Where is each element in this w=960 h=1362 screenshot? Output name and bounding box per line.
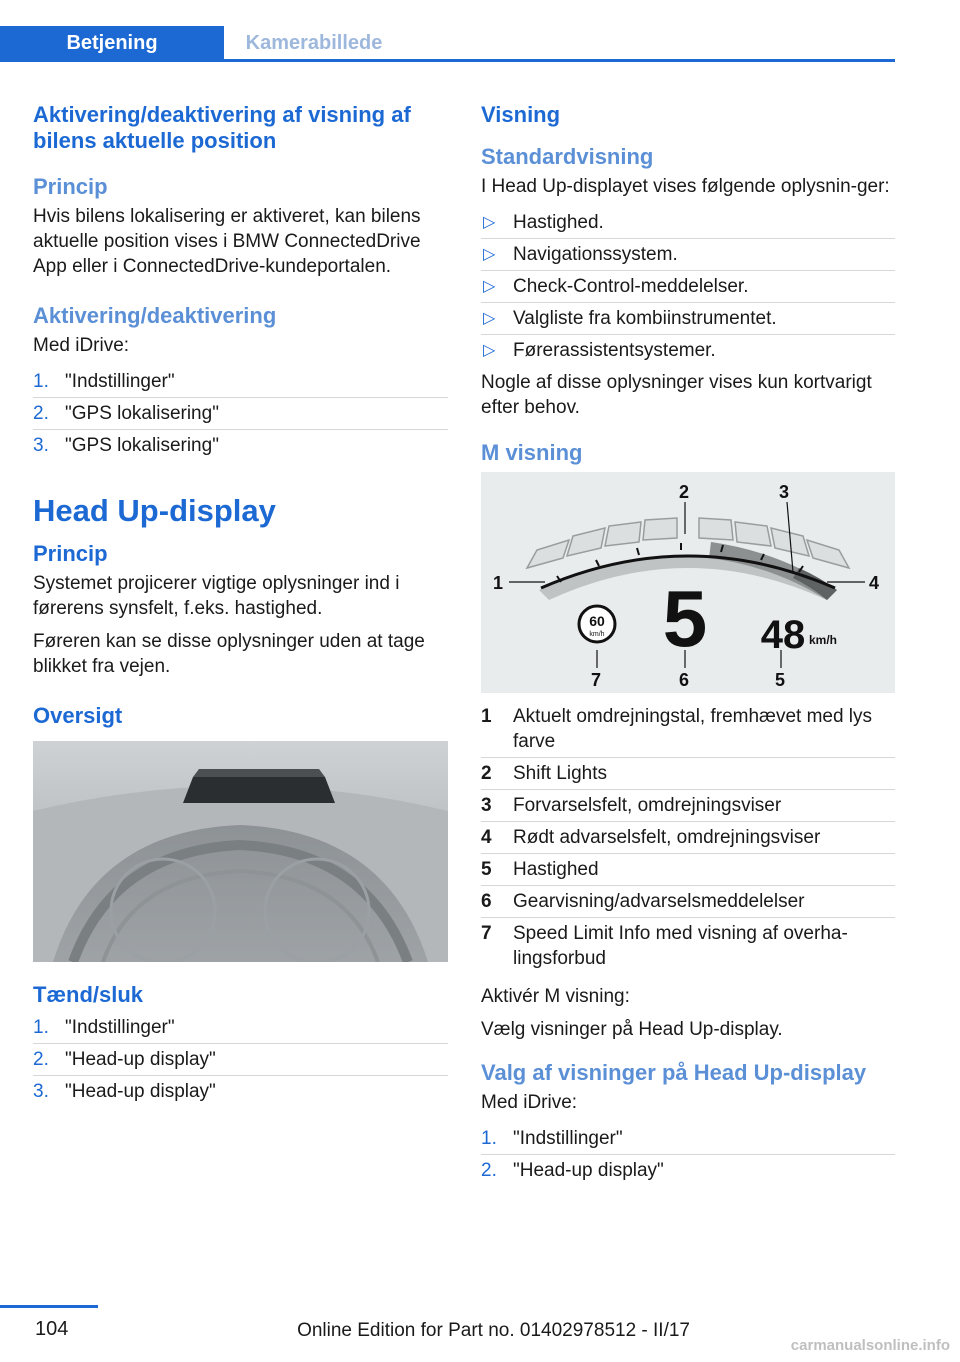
page-number: 104 xyxy=(35,1318,69,1340)
edition-note: Online Edition for Part no. 01402978512 - II/17 xyxy=(297,1320,690,1341)
triangle-bullet-icon: ▷ xyxy=(483,342,496,359)
hud-text-1: Systemet projicerer vigtige oplysninger ind i førerens synsfelt, f.eks. hastighed. xyxy=(33,573,400,619)
speed-limit-value: 60 xyxy=(589,613,605,629)
legend-row: 4 Rødt advarselsfelt, omdrejningsviser xyxy=(481,821,895,853)
list-item: 2. "Head-up display" xyxy=(33,1043,448,1075)
subheading-taend-sluk: Tænd/sluk xyxy=(33,982,144,1007)
triangle-bullet-icon: ▷ xyxy=(483,214,496,231)
chapter-title-hud: Head Up-display xyxy=(33,493,276,528)
gear-display: 5 xyxy=(662,574,708,663)
legend-row: 7 Speed Limit Info med visning af overha-lingsforbud xyxy=(481,917,895,974)
subheading-valg: Valg af visninger på Head Up-display xyxy=(481,1060,867,1085)
gps-steps-list xyxy=(33,366,448,461)
right-column xyxy=(481,102,895,1190)
dashboard-illustration xyxy=(33,741,448,962)
triangle-bullet-icon: ▷ xyxy=(483,310,496,327)
tabbar-underline xyxy=(0,59,895,62)
list-item: ▷ Førerassistentsystemer. xyxy=(481,334,895,366)
idrive-label: Med iDrive: xyxy=(33,335,130,356)
section-title-visning: Visning xyxy=(481,102,561,127)
list-item: 3. "Head-up display" xyxy=(33,1075,448,1107)
list-item: 2. "GPS lokalisering" xyxy=(33,397,448,429)
princip-text: Hvis bilens lokalisering er aktiveret, kan bilens aktuelle position vises i BMW ConnectedDrive App eller i ConnectedDrive-kundeportalen. xyxy=(33,206,421,277)
speed-display: 48 xyxy=(760,613,806,657)
hud-onoff-steps xyxy=(33,1012,448,1107)
callout-3: 3 xyxy=(779,482,790,502)
note-text: Nogle af disse oplysninger vises kun kortvarigt efter behov. xyxy=(481,372,872,418)
subheading-hud-princip: Princip xyxy=(33,541,108,566)
legend-row: 2 Shift Lights xyxy=(481,757,895,789)
vaelg-text: Vælg visninger på Head Up-display. xyxy=(481,1019,783,1040)
legend-row: 3 Forvarselsfelt, omdrejningsviser xyxy=(481,789,895,821)
legend-row: 6 Gearvisning/advarselsmeddelelser xyxy=(481,885,895,917)
list-item: 1. "Indstillinger" xyxy=(481,1128,623,1149)
subheading-m-visning: M visning xyxy=(481,440,583,465)
subheading-aktivering: Aktivering/deaktivering xyxy=(33,303,277,328)
triangle-bullet-icon: ▷ xyxy=(483,278,496,295)
list-item: 1. "Indstillinger" xyxy=(33,371,175,392)
subheading-oversigt: Oversigt xyxy=(33,703,123,728)
speed-unit: km/h xyxy=(808,633,838,647)
idrive-label-right: Med iDrive: xyxy=(481,1092,578,1113)
list-item: ▷ Hastighed. xyxy=(483,212,604,233)
callout-5: 5 xyxy=(775,670,786,690)
list-item: ▷ Valgliste fra kombiinstrumentet. xyxy=(481,302,895,334)
subheading-standardvisning: Standardvisning xyxy=(481,144,654,169)
aktiver-text: Aktivér M visning: xyxy=(481,986,630,1007)
callout-6: 6 xyxy=(679,670,690,690)
hud-text-2: Føreren kan se disse oplysninger uden at tage blikket fra vejen. xyxy=(33,631,425,677)
callout-2: 2 xyxy=(679,482,690,502)
callout-4: 4 xyxy=(869,573,880,593)
left-column xyxy=(33,102,448,1111)
footer-rule xyxy=(0,1305,98,1308)
valg-steps-list xyxy=(481,1123,895,1186)
tab-kamerabillede[interactable]: Kamerabillede xyxy=(245,32,383,54)
subheading-princip: Princip xyxy=(33,174,108,199)
triangle-bullet-icon: ▷ xyxy=(483,246,496,263)
list-item: 1. "Indstillinger" xyxy=(33,1017,175,1038)
legend-row: 5 Hastighed xyxy=(481,853,895,885)
list-item: 3. "GPS lokalisering" xyxy=(33,429,448,461)
legend-row: 1 Aktuelt omdrejningstal, fremhævet med lys farve xyxy=(481,706,873,752)
hud-info-list xyxy=(481,207,895,366)
callout-1: 1 xyxy=(493,573,504,593)
chapter-tabbar xyxy=(0,26,895,62)
list-item: ▷ Check-Control-meddelelser. xyxy=(481,270,895,302)
standard-text: I Head Up-displayet vises følgende oplysnin-ger: xyxy=(481,176,890,197)
hud-legend xyxy=(481,701,895,974)
speed-limit-unit: km/h xyxy=(589,631,605,638)
callout-7: 7 xyxy=(591,670,602,690)
tab-betjening[interactable]: Betjening xyxy=(0,26,224,62)
list-item: 2. "Head-up display" xyxy=(481,1154,895,1186)
watermark: carmanualsonline.info xyxy=(790,1337,950,1354)
list-item: ▷ Navigationssystem. xyxy=(481,238,895,270)
section-title-position: Aktivering/deaktivering af visning af bilens aktuelle position xyxy=(33,102,411,153)
m-view-hud-illustration xyxy=(481,472,895,693)
